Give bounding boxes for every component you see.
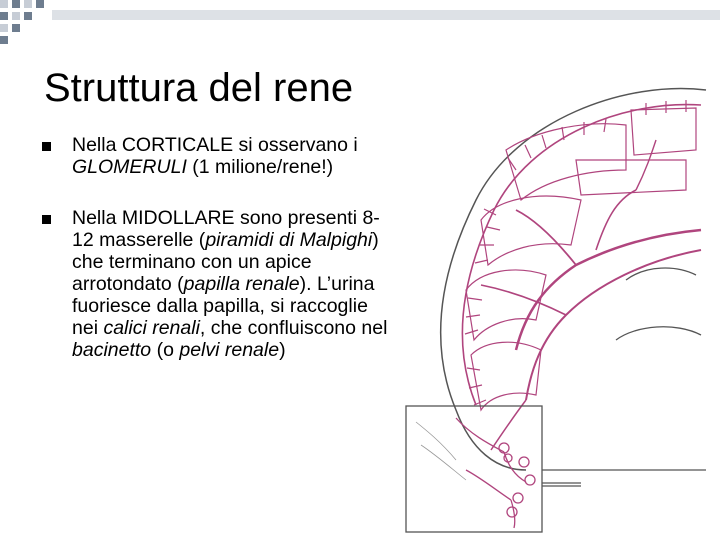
bullet-marker: [42, 215, 51, 224]
bullet-item-corticale: [36, 134, 396, 178]
text-segment: ): [279, 339, 286, 361]
text-segment: Nella CORTICALE si osservano i: [72, 134, 358, 156]
italic-term: pelvi renale: [179, 339, 280, 361]
italic-term: bacinetto: [72, 339, 152, 361]
italic-term: piramidi di Malpighi: [205, 229, 373, 251]
bullet-text: [72, 207, 387, 361]
text-segment: ). L’urina fuoriesce dalla papilla, si raccoglie nei: [72, 273, 375, 339]
text-segment: Nella MIDOLLARE sono presenti 8-12 masserelle (: [72, 207, 380, 251]
bullet-item-midollare: [36, 207, 396, 361]
bullet-list: [36, 134, 396, 361]
slide-title: Struttura del rene: [44, 66, 354, 110]
bullet-text: [72, 134, 358, 178]
italic-term: papilla renale: [183, 273, 300, 295]
text-segment: , che confluiscono nel: [199, 317, 388, 339]
italic-term: GLOMERULI: [72, 156, 187, 178]
text-segment: (1 milione/rene!): [186, 156, 334, 178]
text-segment: ) che terminano con un apice arrotondato (: [72, 229, 379, 295]
italic-term: calici renali: [103, 317, 200, 339]
kidney-section-drawing: [396, 50, 716, 536]
text-segment: (o: [151, 339, 180, 361]
bullet-marker: [42, 142, 51, 151]
